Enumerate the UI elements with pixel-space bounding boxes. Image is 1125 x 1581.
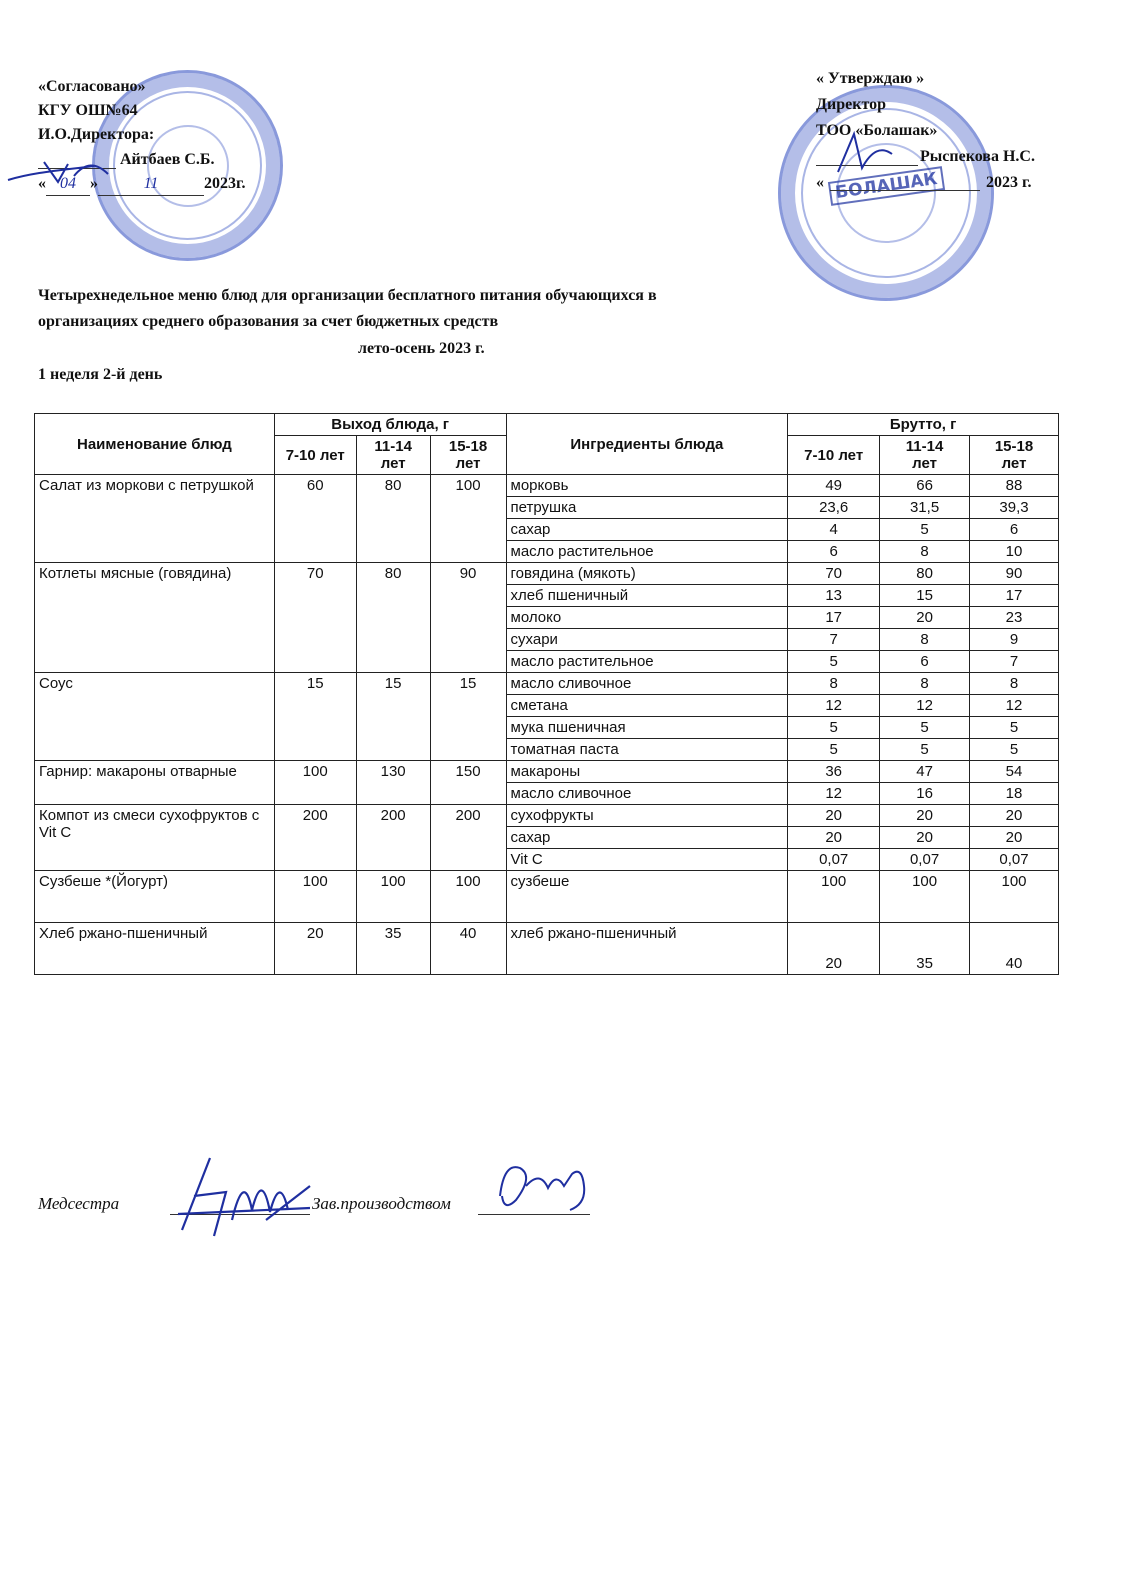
approval-left-month: 11 (98, 173, 204, 196)
ingredient-name: сухофрукты (506, 805, 788, 827)
header-yield-age-11-14: 11-14 лет (356, 436, 430, 475)
approval-left-year: 2023г. (204, 175, 246, 192)
ingredient-gross-cell: 5 (788, 717, 880, 739)
ingredient-gross-cell: 20 (788, 923, 880, 975)
ingredient-gross-cell: 10 (970, 541, 1059, 563)
approval-right-line3: ТОО «Болашак» (816, 122, 938, 139)
ingredient-gross-cell: 20 (970, 827, 1059, 849)
dish-yield-cell: 130 (356, 761, 430, 805)
ingredient-gross-cell: 5 (880, 717, 970, 739)
ingredient-gross-cell: 88 (970, 475, 1059, 497)
header-gross-age-7-10: 7-10 лет (788, 436, 880, 475)
ingredient-gross-cell: 12 (880, 695, 970, 717)
header-ingredients: Ингредиенты блюда (506, 414, 788, 475)
ingredient-gross-cell: 20 (880, 827, 970, 849)
ingredient-name: петрушка (506, 497, 788, 519)
approval-left-line2: КГУ ОШ№64 (38, 102, 138, 119)
ingredient-name: сухари (506, 629, 788, 651)
ingredient-gross-cell: 5 (970, 717, 1059, 739)
ingredient-name: сузбеше (506, 871, 788, 923)
header-yield: Выход блюда, г (274, 414, 506, 436)
dish-name: Гарнир: макароны отварные (35, 761, 275, 805)
ingredient-name: сметана (506, 695, 788, 717)
approval-left-day: 04 (46, 173, 90, 196)
ingredient-gross-cell: 8 (880, 673, 970, 695)
dish-name: Соус (35, 673, 275, 761)
ingredient-gross-cell: 36 (788, 761, 880, 783)
table-row (35, 761, 1059, 783)
ingredient-gross-cell: 13 (788, 585, 880, 607)
table-row (35, 805, 1059, 827)
ingredient-name: томатная паста (506, 739, 788, 761)
ingredient-gross-cell: 23 (970, 607, 1059, 629)
dish-yield-cell: 35 (356, 923, 430, 975)
ingredient-name: масло растительное (506, 651, 788, 673)
ingredient-gross-cell: 18 (970, 783, 1059, 805)
ingredient-gross-cell: 47 (880, 761, 970, 783)
ingredient-name: сахар (506, 827, 788, 849)
ingredient-gross-cell: 31,5 (880, 497, 970, 519)
approval-right-line2: Директор (816, 96, 886, 113)
header-gross: Брутто, г (788, 414, 1059, 436)
ingredient-gross-cell: 20 (880, 607, 970, 629)
right-seal-stamp (778, 85, 994, 301)
ingredient-name: хлеб пшеничный (506, 585, 788, 607)
dish-yield-cell: 15 (430, 673, 506, 761)
ingredient-gross-cell: 0,07 (788, 849, 880, 871)
dish-name: Салат из моркови с петрушкой (35, 475, 275, 563)
ingredient-gross-cell: 0,07 (880, 849, 970, 871)
ingredient-gross-cell: 17 (788, 607, 880, 629)
header-yield-age-15-18: 15-18 лет (430, 436, 506, 475)
ingredient-gross-cell: 4 (788, 519, 880, 541)
dish-yield-cell: 80 (356, 563, 430, 673)
approval-right-name: Рыспекова Н.С. (920, 148, 1035, 165)
dish-yield-cell: 150 (430, 761, 506, 805)
ingredient-name: молоко (506, 607, 788, 629)
ingredient-gross-cell: 5 (880, 519, 970, 541)
ingredient-gross-cell: 6 (970, 519, 1059, 541)
production-manager-label: Зав.производством (312, 1194, 451, 1213)
dish-yield-cell: 15 (356, 673, 430, 761)
ingredient-gross-cell: 7 (788, 629, 880, 651)
header-dish: Наименование блюд (35, 414, 275, 475)
ingredient-gross-cell: 100 (880, 871, 970, 923)
dish-yield-cell: 20 (274, 923, 356, 975)
ingredient-gross-cell: 16 (880, 783, 970, 805)
right-director-signature (832, 128, 912, 178)
ingredient-gross-cell: 20 (970, 805, 1059, 827)
ingredient-gross-cell: 6 (880, 651, 970, 673)
ingredient-gross-cell: 5 (880, 739, 970, 761)
approval-left-name: Айтбаев С.Б. (120, 151, 215, 168)
ingredient-gross-cell: 8 (970, 673, 1059, 695)
dish-yield-cell: 100 (356, 871, 430, 923)
dish-yield-cell: 100 (274, 761, 356, 805)
dish-yield-cell: 100 (430, 475, 506, 563)
ingredient-gross-cell: 20 (788, 827, 880, 849)
left-director-signature (4, 152, 124, 192)
ingredient-gross-cell: 100 (970, 871, 1059, 923)
ingredient-name: мука пшеничная (506, 717, 788, 739)
dish-name: Хлеб ржано-пшеничный (35, 923, 275, 975)
ingredient-gross-cell: 100 (788, 871, 880, 923)
ingredient-name: масло растительное (506, 541, 788, 563)
ingredient-gross-cell: 23,6 (788, 497, 880, 519)
ingredient-name: говядина (мякоть) (506, 563, 788, 585)
dish-yield-cell: 100 (274, 871, 356, 923)
approval-right-line1: « Утверждаю » (816, 70, 925, 87)
dish-yield-cell: 15 (274, 673, 356, 761)
dish-yield-cell: 100 (430, 871, 506, 923)
table-row (35, 673, 1059, 695)
dish-yield-cell: 60 (274, 475, 356, 563)
ingredient-gross-cell: 5 (788, 739, 880, 761)
dish-name: Компот из смеси сухофруктов с Vit C (35, 805, 275, 871)
nurse-label: Медсестра (38, 1194, 120, 1213)
approval-left-line3: И.О.Директора: (38, 126, 155, 143)
ingredient-gross-cell: 15 (880, 585, 970, 607)
ingredient-gross-cell: 54 (970, 761, 1059, 783)
ingredient-name: масло сливочное (506, 673, 788, 695)
ingredient-gross-cell: 20 (880, 805, 970, 827)
ingredient-gross-cell: 66 (880, 475, 970, 497)
ingredient-gross-cell: 20 (788, 805, 880, 827)
ingredient-gross-cell: 8 (880, 629, 970, 651)
approval-left-date: « 04 » 11 2023г. (38, 173, 245, 196)
dish-yield-cell: 80 (356, 475, 430, 563)
title-line2: организациях среднего образования за счет бюджетных средств (38, 313, 499, 330)
dish-yield-cell: 40 (430, 923, 506, 975)
title-line1: Четырехнедельное меню блюд для организации бесплатного питания обучающихся в (38, 287, 657, 304)
production-manager-signature (490, 1156, 600, 1216)
ingredient-gross-cell: 5 (970, 739, 1059, 761)
dish-yield-cell: 200 (356, 805, 430, 871)
approval-right-date-line (830, 190, 980, 191)
ingredient-name: Vit C (506, 849, 788, 871)
ingredient-name: масло сливочное (506, 783, 788, 805)
ingredient-gross-cell: 8 (880, 541, 970, 563)
table-row (35, 563, 1059, 585)
ingredient-gross-cell: 90 (970, 563, 1059, 585)
ingredient-gross-cell: 35 (880, 923, 970, 975)
ingredient-gross-cell: 12 (788, 783, 880, 805)
stamp-word: БОЛАШАК (828, 166, 945, 206)
table-row (35, 923, 1059, 975)
title-day: 1 неделя 2-й день (38, 366, 163, 383)
menu-table-body (35, 475, 1059, 975)
ingredient-gross-cell: 80 (880, 563, 970, 585)
menu-table (34, 413, 1059, 975)
ingredient-gross-cell: 7 (970, 651, 1059, 673)
dish-yield-cell: 90 (430, 563, 506, 673)
dish-yield-cell: 200 (274, 805, 356, 871)
ingredient-gross-cell: 40 (970, 923, 1059, 975)
table-row (35, 475, 1059, 497)
dish-name: Сузбеше *(Йогурт) (35, 871, 275, 923)
dish-yield-cell: 200 (430, 805, 506, 871)
ingredient-gross-cell: 9 (970, 629, 1059, 651)
header-gross-age-15-18: 15-18 лет (970, 436, 1059, 475)
approval-left-line1: «Согласовано» (38, 78, 146, 95)
ingredient-gross-cell: 70 (788, 563, 880, 585)
ingredient-name: сахар (506, 519, 788, 541)
ingredient-gross-cell: 49 (788, 475, 880, 497)
ingredient-gross-cell: 5 (788, 651, 880, 673)
header-yield-age-7-10: 7-10 лет (274, 436, 356, 475)
ingredient-gross-cell: 8 (788, 673, 880, 695)
ingredient-gross-cell: 6 (788, 541, 880, 563)
ingredient-name: макароны (506, 761, 788, 783)
table-row (35, 871, 1059, 923)
ingredient-gross-cell: 12 (970, 695, 1059, 717)
dish-yield-cell: 70 (274, 563, 356, 673)
nurse-signature (170, 1150, 320, 1240)
ingredient-gross-cell: 39,3 (970, 497, 1059, 519)
ingredient-name: морковь (506, 475, 788, 497)
approval-right-year: 2023 г. (986, 174, 1032, 191)
approval-right-date-prefix: « (816, 174, 824, 191)
ingredient-gross-cell: 0,07 (970, 849, 1059, 871)
header-gross-age-11-14: 11-14 лет (880, 436, 970, 475)
ingredient-name: хлеб ржано-пшеничный (506, 923, 788, 975)
ingredient-gross-cell: 17 (970, 585, 1059, 607)
title-season: лето-осень 2023 г. (358, 340, 485, 357)
ingredient-gross-cell: 12 (788, 695, 880, 717)
dish-name: Котлеты мясные (говядина) (35, 563, 275, 673)
